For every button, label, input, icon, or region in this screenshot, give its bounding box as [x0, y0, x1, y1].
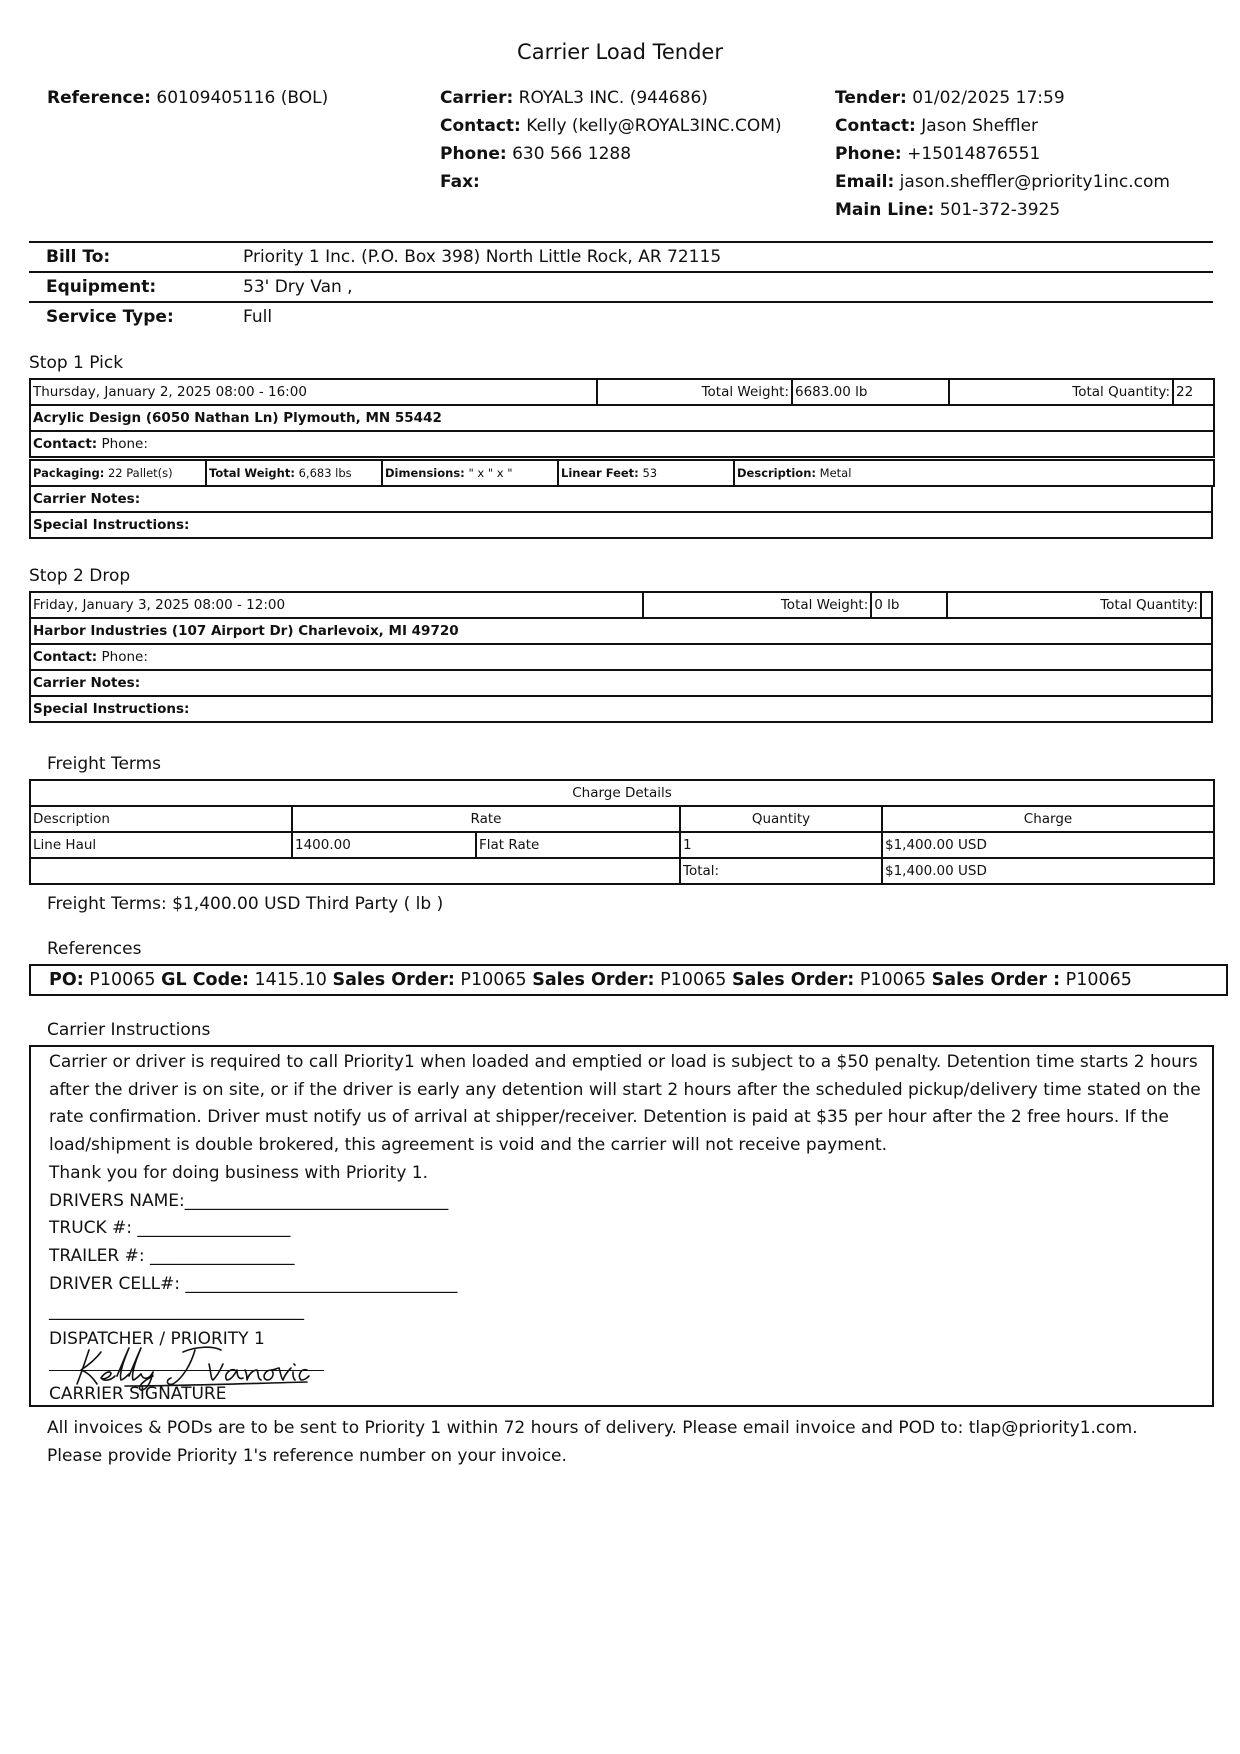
so3-label: Sales Order:	[731, 970, 855, 990]
equipment-row	[29, 273, 1213, 303]
phone-label: Phone:	[835, 144, 902, 164]
equipment-label: Equipment:	[46, 277, 157, 297]
reference-block	[47, 84, 328, 112]
po-label: PO:	[49, 970, 84, 990]
dispatcher-rule: ______________________________	[49, 1301, 304, 1322]
freight-terms-line: Freight Terms: $1,400.00 USD Third Party ( lb )	[47, 894, 444, 914]
stop1-contact-row	[30, 431, 1214, 457]
stop2-table	[29, 591, 1213, 723]
description-label: Description:	[737, 466, 816, 480]
packaging-label: Packaging:	[33, 466, 105, 480]
linear-feet-label: Linear Feet:	[561, 466, 639, 480]
carrier-signature-label: CARRIER SIGNATURE	[49, 1384, 227, 1405]
total-value: $1,400.00 USD	[882, 858, 1214, 884]
so2-value: P10065	[660, 970, 727, 990]
stop1-notes-table	[29, 485, 1213, 539]
stop2-datetime: Friday, January 3, 2025 08:00 - 12:00	[30, 592, 643, 618]
bill-to-label: Bill To:	[46, 247, 111, 267]
tender-label: Tender:	[835, 88, 907, 108]
signature-row	[49, 1354, 1209, 1382]
stop2-location: Harbor Industries (107 Airport Dr) Charlevoix, MI 49720	[30, 618, 1212, 644]
stop1-carrier-notes: Carrier Notes:	[30, 486, 1212, 512]
tender-block	[835, 84, 1170, 224]
stop2-total-weight-label: Total Weight:	[643, 592, 871, 618]
row-rate-type: Flat Rate	[476, 832, 680, 858]
carrier-value: ROYAL3 INC. (944686)	[518, 88, 708, 108]
stop1-location: Acrylic Design (6050 Nathan Ln) Plymouth, MN 55442	[30, 405, 1214, 431]
stop2-heading: Stop 2 Drop	[29, 566, 131, 586]
description-cell	[734, 460, 1214, 486]
po-value: P10065	[89, 970, 156, 990]
mainline-value: 501-372-3925	[939, 200, 1061, 220]
instructions-paragraph: Carrier or driver is required to call Priority1 when loaded and emptied or load is subject to a $50 penalty. Detention time starts 2 hours after the driver is on site, or if the driver is early any detention will start 2 hours after the scheduled pickup/delivery time stated on the rate confirmation. Driver must notify us of arrival at shipper/receiver. Detention is paid at $35 per hour after the 2 free hours. If the load/shipment is double brokered, this agreement is void and the carrier will not receive payment.	[49, 1052, 1201, 1156]
phone-value: +15014876551	[907, 144, 1041, 164]
stop2-contact-row	[30, 644, 1212, 670]
bill-to-value: Priority 1 Inc. (P.O. Box 398) North Little Rock, AR 72115	[243, 247, 722, 267]
col-description: Description	[30, 806, 292, 832]
stop1-total-weight-label: Total Weight:	[597, 379, 792, 405]
row-rate: 1400.00	[292, 832, 476, 858]
stop2-phone-label: Phone:	[101, 649, 148, 665]
dimensions-label: Dimensions:	[385, 466, 465, 480]
so4-label: Sales Order :	[931, 970, 1061, 990]
stop1-total-quantity: 22	[1173, 379, 1214, 405]
so4-value: P10065	[1065, 970, 1132, 990]
footer-note: All invoices & PODs are to be sent to Priority 1 within 72 hours of delivery. Please email invoice and POD to: tlap@priority1.com. Please provide Priority 1's reference number on your invoice.	[47, 1418, 1138, 1466]
item-weight-value: 6,683 lbs	[298, 466, 352, 480]
service-row	[29, 303, 1213, 331]
bill-to-row	[29, 243, 1213, 273]
total-label: Total:	[680, 858, 882, 884]
reference-value: 60109405116 (BOL)	[156, 88, 329, 108]
stop1-heading: Stop 1 Pick	[29, 353, 124, 373]
item-weight-label: Total Weight:	[209, 466, 295, 480]
stop1-special-instructions: Special Instructions:	[30, 512, 1212, 538]
stop1-phone-label: Phone:	[101, 436, 148, 452]
charge-table	[29, 779, 1215, 885]
row-description: Line Haul	[30, 832, 292, 858]
so2-label: Sales Order:	[532, 970, 655, 990]
row-quantity: 1	[680, 832, 882, 858]
packaging-value: 22 Pallet(s)	[107, 466, 173, 480]
charge-details-title: Charge Details	[30, 780, 1214, 806]
stop2-total-weight: 0 lb	[871, 592, 946, 618]
carrier-phone-label: Phone:	[440, 144, 507, 164]
so3-value: P10065	[859, 970, 927, 990]
stop1-table	[29, 378, 1215, 458]
stop1-contact-label: Contact:	[33, 436, 98, 452]
stop1-item-table	[29, 459, 1215, 487]
gl-value: 1415.10	[254, 970, 327, 990]
carrier-contact-value: Kelly (kelly@ROYAL3INC.COM)	[526, 116, 782, 136]
description-value: Metal	[819, 466, 852, 480]
email-label: Email:	[835, 172, 895, 192]
col-rate: Rate	[292, 806, 680, 832]
linear-feet-value: 53	[642, 466, 658, 480]
contact-value: Jason Sheffler	[921, 116, 1039, 136]
truck-line: TRUCK #: __________________	[49, 1218, 291, 1239]
carrier-instructions-box	[29, 1045, 1214, 1407]
email-value: jason.sheffler@priority1inc.com	[899, 172, 1170, 192]
carrier-label: Carrier:	[440, 88, 514, 108]
handwritten-signature	[71, 1340, 311, 1392]
tender-value: 01/02/2025 17:59	[912, 88, 1065, 108]
references-heading: References	[47, 939, 142, 959]
freight-terms-heading: Freight Terms	[47, 754, 162, 774]
reference-label: Reference:	[47, 88, 151, 108]
col-charge: Charge	[882, 806, 1214, 832]
dimensions-cell	[382, 460, 558, 486]
packaging-cell	[30, 460, 206, 486]
col-quantity: Quantity	[680, 806, 882, 832]
stop1-datetime: Thursday, January 2, 2025 08:00 - 16:00	[30, 379, 597, 405]
carrier-phone-value: 630 566 1288	[512, 144, 632, 164]
item-weight-cell	[206, 460, 382, 486]
stop2-total-quantity-label: Total Quantity:	[947, 592, 1201, 618]
thanks-line: Thank you for doing business with Priority 1.	[49, 1162, 428, 1183]
dimensions-value: " x " x "	[468, 466, 513, 480]
carrier-fax-label: Fax:	[440, 172, 480, 192]
linear-feet-cell	[558, 460, 734, 486]
stop1-total-quantity-label: Total Quantity:	[949, 379, 1173, 405]
so1-label: Sales Order:	[332, 970, 455, 990]
carrier-instructions-heading: Carrier Instructions	[47, 1020, 211, 1040]
stop2-total-quantity	[1201, 592, 1212, 618]
carrier-contact-label: Contact:	[440, 116, 521, 136]
driver-cell-line: DRIVER CELL#: ________________________________	[49, 1273, 458, 1294]
service-label: Service Type:	[46, 307, 174, 327]
row-charge: $1,400.00 USD	[882, 832, 1214, 858]
equipment-value: 53' Dry Van ,	[243, 277, 353, 297]
stop2-carrier-notes: Carrier Notes:	[30, 670, 1212, 696]
carrier-block	[440, 84, 782, 196]
service-value: Full	[243, 307, 273, 327]
stop2-special-instructions: Special Instructions:	[30, 696, 1212, 722]
total-spacer	[30, 858, 680, 884]
dispatcher-label: DISPATCHER / PRIORITY 1	[49, 1329, 265, 1350]
drivers-name-line: DRIVERS NAME:_______________________________	[49, 1190, 449, 1211]
stop1-total-weight: 6683.00 lb	[792, 379, 949, 405]
trailer-line: TRAILER #: _________________	[49, 1245, 295, 1266]
mainline-label: Main Line:	[835, 200, 935, 220]
references-box	[29, 964, 1228, 996]
gl-label: GL Code:	[161, 970, 249, 990]
contact-label: Contact:	[835, 116, 916, 136]
document-title: Carrier Load Tender	[517, 40, 723, 64]
so1-value: P10065	[460, 970, 527, 990]
stop2-contact-label: Contact:	[33, 649, 98, 665]
